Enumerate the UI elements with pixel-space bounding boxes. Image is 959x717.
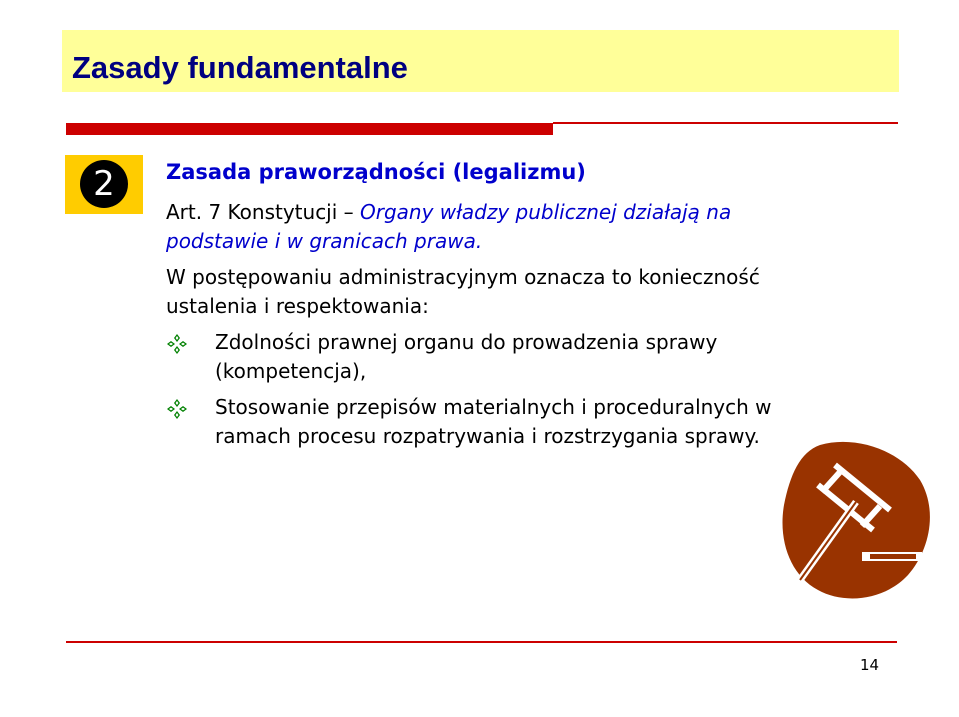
diamond-bullet-icon <box>166 398 188 420</box>
bullet-item-procedural-law: Stosowanie przepisów materialnych i proceduralnych w ramach procesu rozpatrywania i rozstrzygania sprawy. <box>215 395 772 448</box>
gavel-icon <box>780 440 935 600</box>
article-text: Organy władzy publicznej działają na podstawie i w granicach prawa. <box>166 200 732 253</box>
footer-rule <box>66 641 897 643</box>
bullet-item-competence: Zdolności prawnej organu do prowadzenia sprawy (kompetencja), <box>215 330 718 383</box>
slide-subtitle: Zasada praworządności (legalizmu) <box>166 160 586 184</box>
article-quote <box>166 198 766 256</box>
page-number: 14 <box>860 656 880 674</box>
diamond-bullet-icon <box>166 333 188 355</box>
title-band <box>62 30 899 92</box>
title-rule-thin <box>553 122 898 124</box>
number-two-circle-icon: 2 <box>80 160 128 208</box>
number-badge <box>65 155 143 214</box>
article-reference: Art. 7 Konstytucji – <box>166 200 361 224</box>
slide-title: Zasady fundamentalne <box>72 50 408 85</box>
title-rule-thick <box>66 123 553 135</box>
intro-paragraph: W postępowaniu administracyjnym oznacza to konieczność ustalenia i respektowania: <box>166 265 760 318</box>
